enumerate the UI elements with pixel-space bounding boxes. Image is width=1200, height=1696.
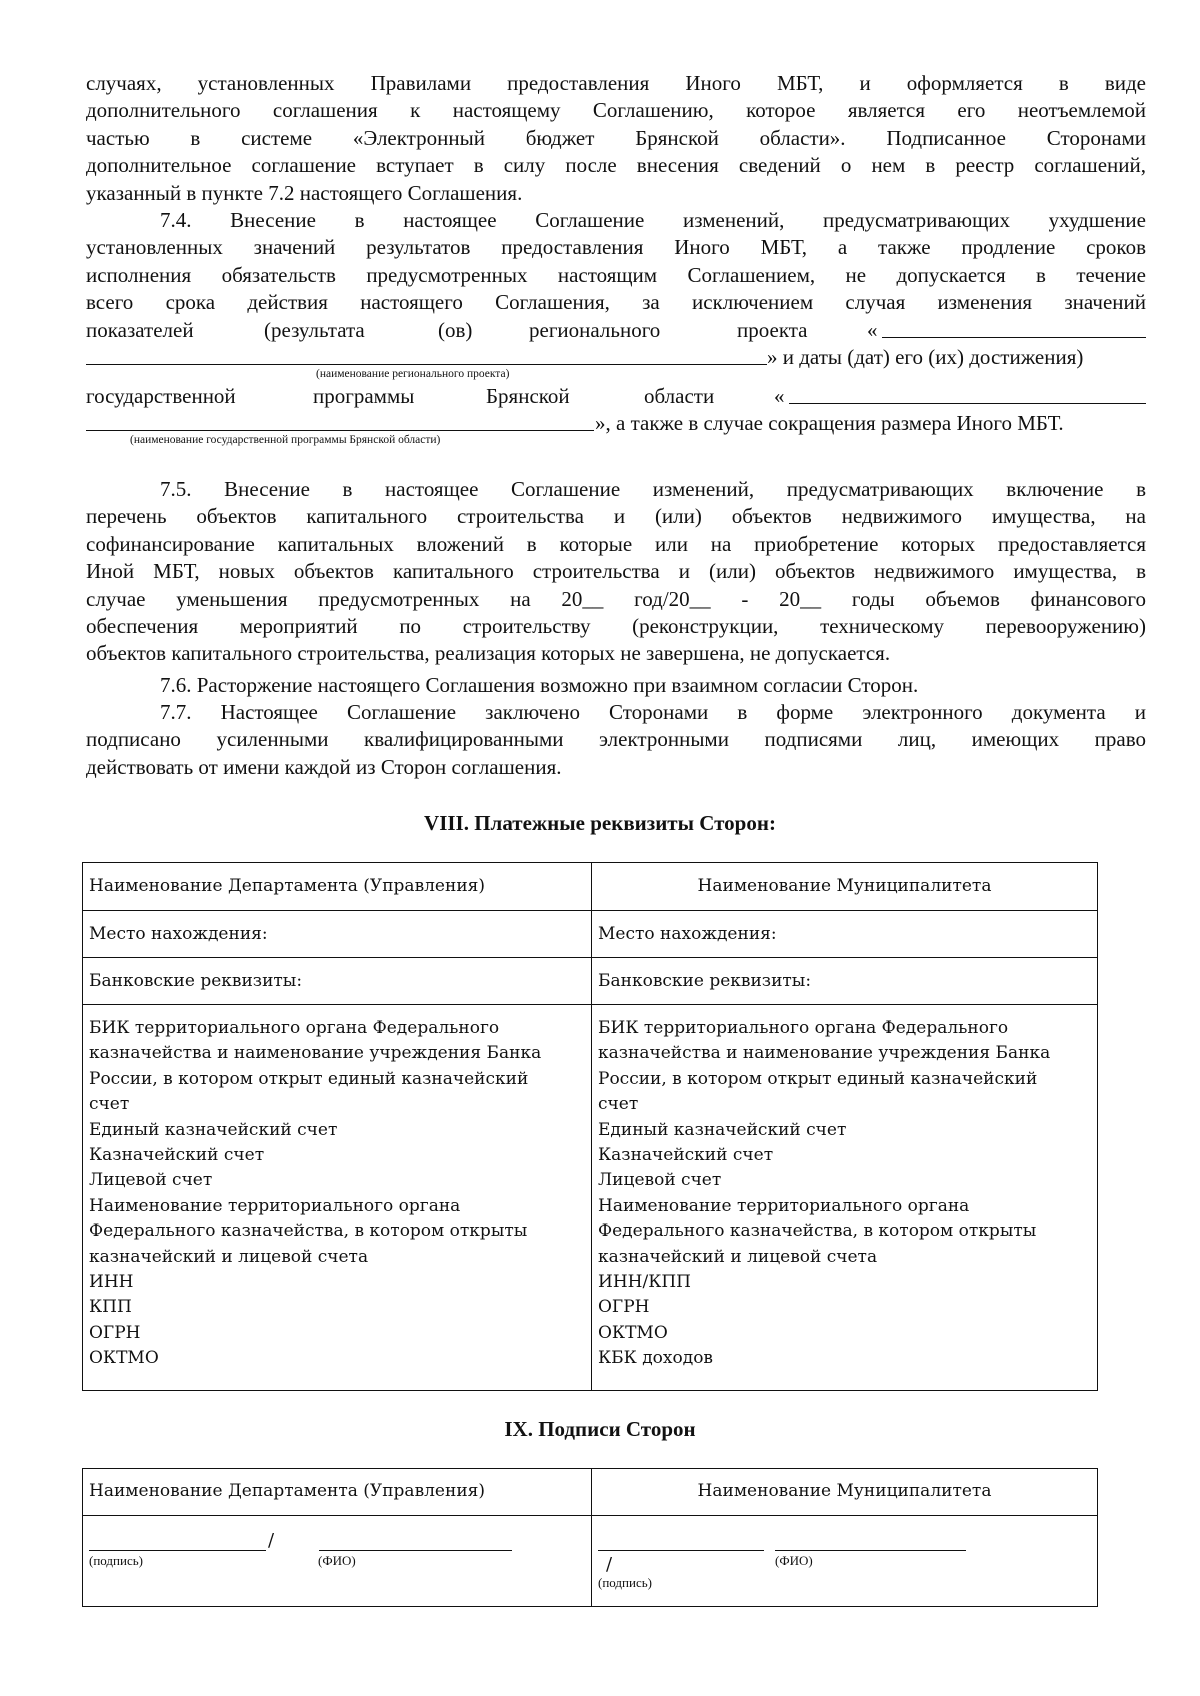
regional-project-caption: (наименование регионального проекта) bbox=[316, 367, 510, 380]
paragraph-7-5 bbox=[86, 476, 1146, 668]
payment-bank-row bbox=[83, 958, 1098, 1005]
payment-details-table bbox=[82, 862, 1098, 1391]
detail-line: Казначейский счет bbox=[89, 1145, 265, 1166]
detail-line: Федерального казначейства, в котором открыты bbox=[598, 1221, 1037, 1242]
p74-word: (ов) bbox=[438, 317, 473, 342]
text-line: дополнительного соглашения к настоящему Соглашению, которое является его неотъемлемой bbox=[86, 98, 1146, 123]
p74-word: регионального bbox=[529, 317, 661, 342]
payment-left-location: Место нахождения: bbox=[83, 911, 592, 958]
text-line: перечень объектов капитального строительства и (или) объектов недвижимого имущества, на bbox=[86, 504, 1146, 529]
section-8-title: VIII. Платежные реквизиты Сторон: bbox=[424, 811, 776, 835]
p74-word: Брянской bbox=[486, 383, 570, 408]
text-line: софинансирование капитальных вложений в которые или на приобретение которых предоставляется bbox=[86, 531, 1146, 556]
signatures-header-row bbox=[83, 1469, 1098, 1516]
p74-word: программы bbox=[313, 383, 415, 408]
left-signature-line bbox=[89, 1550, 266, 1551]
detail-line: Наименование территориального органа bbox=[89, 1195, 461, 1216]
detail-line: казначейский и лицевой счета bbox=[89, 1246, 369, 1267]
payment-left-bank: Банковские реквизиты: bbox=[83, 958, 592, 1005]
p74-row-indicators bbox=[86, 317, 1146, 344]
p74-word: проекта bbox=[737, 317, 808, 342]
text-line: дополнительное соглашение вступает в силу после внесения сведений о нем в реестр соглашений, bbox=[86, 153, 1146, 178]
p74-dates-text: » и даты (дат) его (их) достижения) bbox=[767, 344, 1084, 369]
detail-line: Лицевой счет bbox=[89, 1170, 213, 1191]
p74-reduction-text: », а также в случае сокращения размера Иного МБТ. bbox=[595, 410, 1064, 435]
signature-left-header: Наименование Департамента (Управления) bbox=[83, 1469, 592, 1516]
regional-project-blank-a bbox=[882, 337, 1146, 338]
text-line: 7.4. Внесение в настоящее Соглашение изменений, предусматривающих ухудшение bbox=[160, 208, 1146, 232]
detail-line: БИК территориального органа Федерального bbox=[89, 1018, 500, 1038]
right-signature-line bbox=[598, 1550, 764, 1551]
text-line: исполнения обязательств предусмотренных настоящим Соглашением, не допускается в течение bbox=[86, 262, 1146, 287]
text-line: обеспечения мероприятий по строительству (реконструкции, техническому перевооружению) bbox=[86, 614, 1146, 639]
paragraph-7-7 bbox=[86, 699, 1146, 781]
detail-line: казначейский и лицевой счета bbox=[598, 1246, 878, 1267]
paragraph-7-3-continuation bbox=[86, 70, 1146, 207]
p74-row-reduction bbox=[86, 410, 1146, 437]
text-line: указанный в пункте 7.2 настоящего Соглашения. bbox=[86, 180, 523, 205]
text-line: установленных значений результатов предоставления Иного МБТ, а также продление сроков bbox=[86, 235, 1146, 260]
left-fio-caption: (ФИО) bbox=[318, 1553, 356, 1568]
text-line: подписано усиленными квалифицированными электронными подписями лиц, имеющих право bbox=[86, 727, 1146, 752]
p74-word: (результата bbox=[264, 317, 365, 342]
detail-line: ИНН bbox=[89, 1272, 134, 1293]
state-program-blank-a bbox=[789, 403, 1146, 404]
signatures-table bbox=[82, 1468, 1098, 1607]
detail-line: ИНН/КПП bbox=[598, 1272, 692, 1293]
text-line: 7.7. Настоящее Соглашение заключено Сторонами в форме электронного документа и bbox=[160, 700, 1146, 724]
signature-right-header: Наименование Муниципалитета bbox=[592, 1469, 1098, 1516]
regional-project-blank-b bbox=[86, 364, 767, 365]
detail-line: Единый казначейский счет bbox=[89, 1119, 338, 1140]
detail-line: счет bbox=[598, 1094, 639, 1115]
signature-right-cell bbox=[592, 1516, 1098, 1607]
payment-right-header: Наименование Муниципалитета bbox=[592, 863, 1098, 911]
detail-line: счет bbox=[89, 1094, 130, 1115]
p74-word: государственной bbox=[86, 383, 236, 408]
left-slash: / bbox=[268, 1530, 275, 1551]
detail-line: ОКТМО bbox=[598, 1322, 668, 1343]
state-program-caption: (наименование государственной программы Брянской области) bbox=[130, 433, 441, 446]
right-signature-caption: (подпись) bbox=[598, 1575, 652, 1590]
p74-word: области bbox=[644, 383, 715, 408]
text-line: 7.5. Внесение в настоящее Соглашение изменений, предусматривающих включение в bbox=[160, 477, 1146, 501]
detail-line: казначейства и наименование учреждения Банка bbox=[598, 1043, 1051, 1064]
detail-line: Лицевой счет bbox=[598, 1170, 722, 1191]
text-line: Иной МБТ, новых объектов капитального строительства и (или) объектов недвижимого имущества, в bbox=[86, 559, 1146, 584]
right-fio-caption: (ФИО) bbox=[775, 1553, 813, 1568]
signatures-row bbox=[83, 1516, 1098, 1607]
detail-line: Наименование территориального органа bbox=[598, 1195, 970, 1216]
payment-location-row bbox=[83, 911, 1098, 958]
p74-word: показателей bbox=[86, 317, 194, 342]
payment-left-details bbox=[83, 1005, 592, 1391]
detail-line: ОГРН bbox=[89, 1322, 141, 1343]
payment-right-bank: Банковские реквизиты: bbox=[592, 958, 1098, 1005]
text-line: частью в системе «Электронный бюджет Брянской области». Подписанное Сторонами bbox=[86, 125, 1146, 150]
right-fio-line bbox=[775, 1550, 966, 1551]
text-line: действовать от имени каждой из Сторон соглашения. bbox=[86, 754, 562, 779]
detail-line: казначейства и наименование учреждения Банка bbox=[89, 1043, 542, 1064]
text-line: случаях, установленных Правилами предоставления Иного МБТ, и оформляется в виде bbox=[86, 71, 1146, 95]
signature-left-cell bbox=[83, 1516, 592, 1607]
payment-table-header-row bbox=[83, 863, 1098, 911]
paragraph-7-4 bbox=[86, 207, 1146, 449]
detail-line: КБК доходов bbox=[598, 1348, 714, 1369]
detail-line: России, в котором открыт единый казначейский bbox=[598, 1068, 1038, 1089]
text-line: 7.6. Расторжение настоящего Соглашения возможно при взаимном согласии Сторон. bbox=[160, 673, 919, 697]
p74-open-quote: « bbox=[774, 383, 785, 408]
detail-line: КПП bbox=[89, 1297, 132, 1318]
detail-line: Казначейский счет bbox=[598, 1145, 774, 1166]
detail-line: России, в котором открыт единый казначейский bbox=[89, 1068, 529, 1089]
text-line: случае уменьшения предусмотренных на 20__ год/20__ - 20__ годы объемов финансового bbox=[86, 586, 1146, 611]
p74-row-dates bbox=[86, 344, 1146, 371]
detail-line: БИК территориального органа Федерального bbox=[598, 1018, 1009, 1038]
section-9-title: IX. Подписи Сторон bbox=[504, 1417, 696, 1441]
right-slash: / bbox=[606, 1554, 613, 1575]
detail-line: Федерального казначейства, в котором открыты bbox=[89, 1221, 528, 1242]
payment-right-location: Место нахождения: bbox=[592, 911, 1098, 958]
left-fio-line bbox=[319, 1550, 512, 1551]
detail-line: ОГРН bbox=[598, 1297, 650, 1318]
payment-left-header: Наименование Департамента (Управления) bbox=[83, 863, 592, 911]
text-line: всего срока действия настоящего Соглашения, за исключением случая изменения значений bbox=[86, 290, 1146, 315]
detail-line: Единый казначейский счет bbox=[598, 1119, 847, 1140]
p74-row-program bbox=[86, 383, 1146, 410]
detail-line: ОКТМО bbox=[89, 1348, 159, 1369]
state-program-blank-b bbox=[86, 430, 594, 431]
payment-right-details bbox=[592, 1005, 1098, 1391]
text-line: объектов капитального строительства, реализация которых не завершена, не допускается. bbox=[86, 641, 891, 666]
left-signature-caption: (подпись) bbox=[89, 1553, 143, 1568]
p74-open-quote: « bbox=[867, 317, 878, 342]
paragraph-7-6 bbox=[86, 672, 1146, 699]
payment-details-row bbox=[83, 1005, 1098, 1391]
